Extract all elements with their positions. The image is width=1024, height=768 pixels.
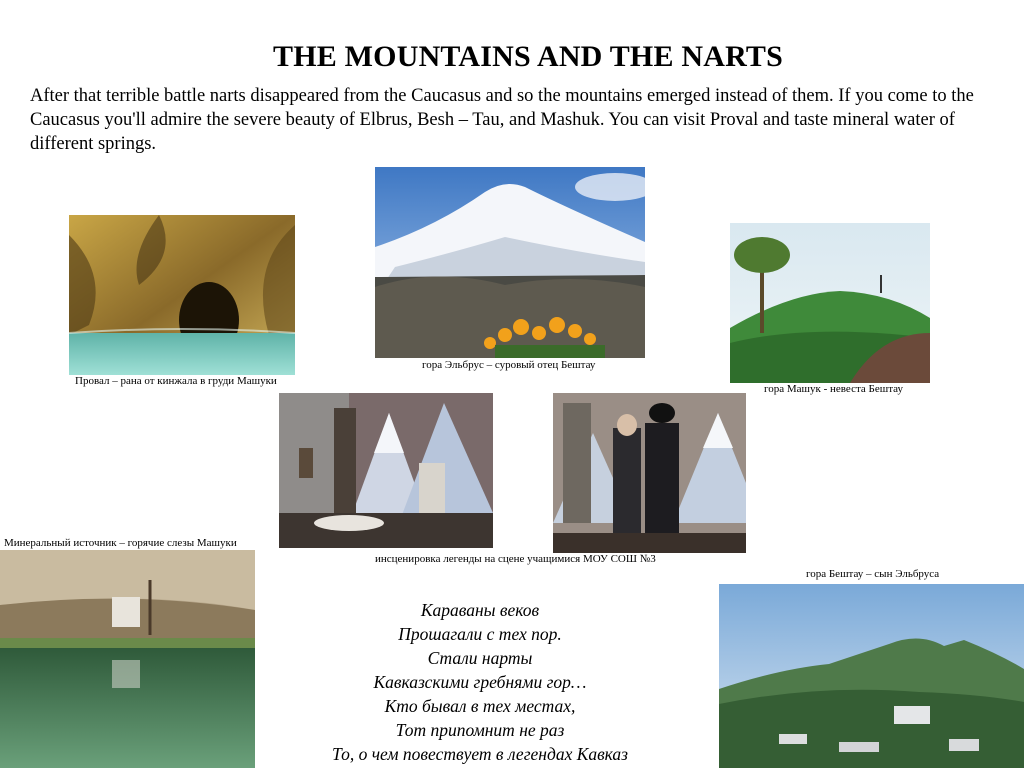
poem-line: То, о чем повествует в легендах Кавказ xyxy=(331,744,629,764)
slide-title: THE MOUNTAINS AND THE NARTS xyxy=(273,40,783,73)
stage-photo-2 xyxy=(553,393,746,553)
poem-line: Тот припомнит не раз xyxy=(395,720,565,740)
proval-cave-photo xyxy=(69,215,295,375)
mashuk-caption: гора Машук - невеста Бештау xyxy=(764,383,903,395)
poem-line: Караваны веков xyxy=(420,600,540,620)
staging-caption: инсценировка легенды на сцене учащимися МОУ СОШ №3 xyxy=(375,553,656,565)
elbrus-photo xyxy=(375,167,645,358)
elbrus-caption: гора Эльбрус – суровый отец Бештау xyxy=(422,359,596,371)
proval-caption: Провал – рана от кинжала в груди Машуки xyxy=(75,375,277,387)
poem-line: Стали нарты xyxy=(427,648,533,668)
stage-photo-1 xyxy=(279,393,493,548)
beshtau-caption: гора Бештау – сын Эльбруса xyxy=(806,568,940,580)
poem xyxy=(300,598,660,766)
spring-photo xyxy=(0,550,255,768)
poem-line: Кто бывал в тех местах, xyxy=(384,696,576,716)
poem-line: Прошагали с тех пор. xyxy=(398,624,562,644)
intro-paragraph: After that terrible battle narts disappeared from the Caucasus and so the mountains emerged instead of them. If you come to the Caucasus you'll admire the severe beauty of Elbrus, Besh – Tau, and Mashuk. You can visit Proval and taste mineral water of different springs. xyxy=(30,86,974,154)
mashuk-photo xyxy=(730,223,930,383)
poem-line: Кавказскими гребнями гор… xyxy=(373,672,587,692)
spring-caption: Минеральный источник – горячие слезы Машуки xyxy=(4,537,237,549)
beshtau-photo xyxy=(719,584,1024,768)
